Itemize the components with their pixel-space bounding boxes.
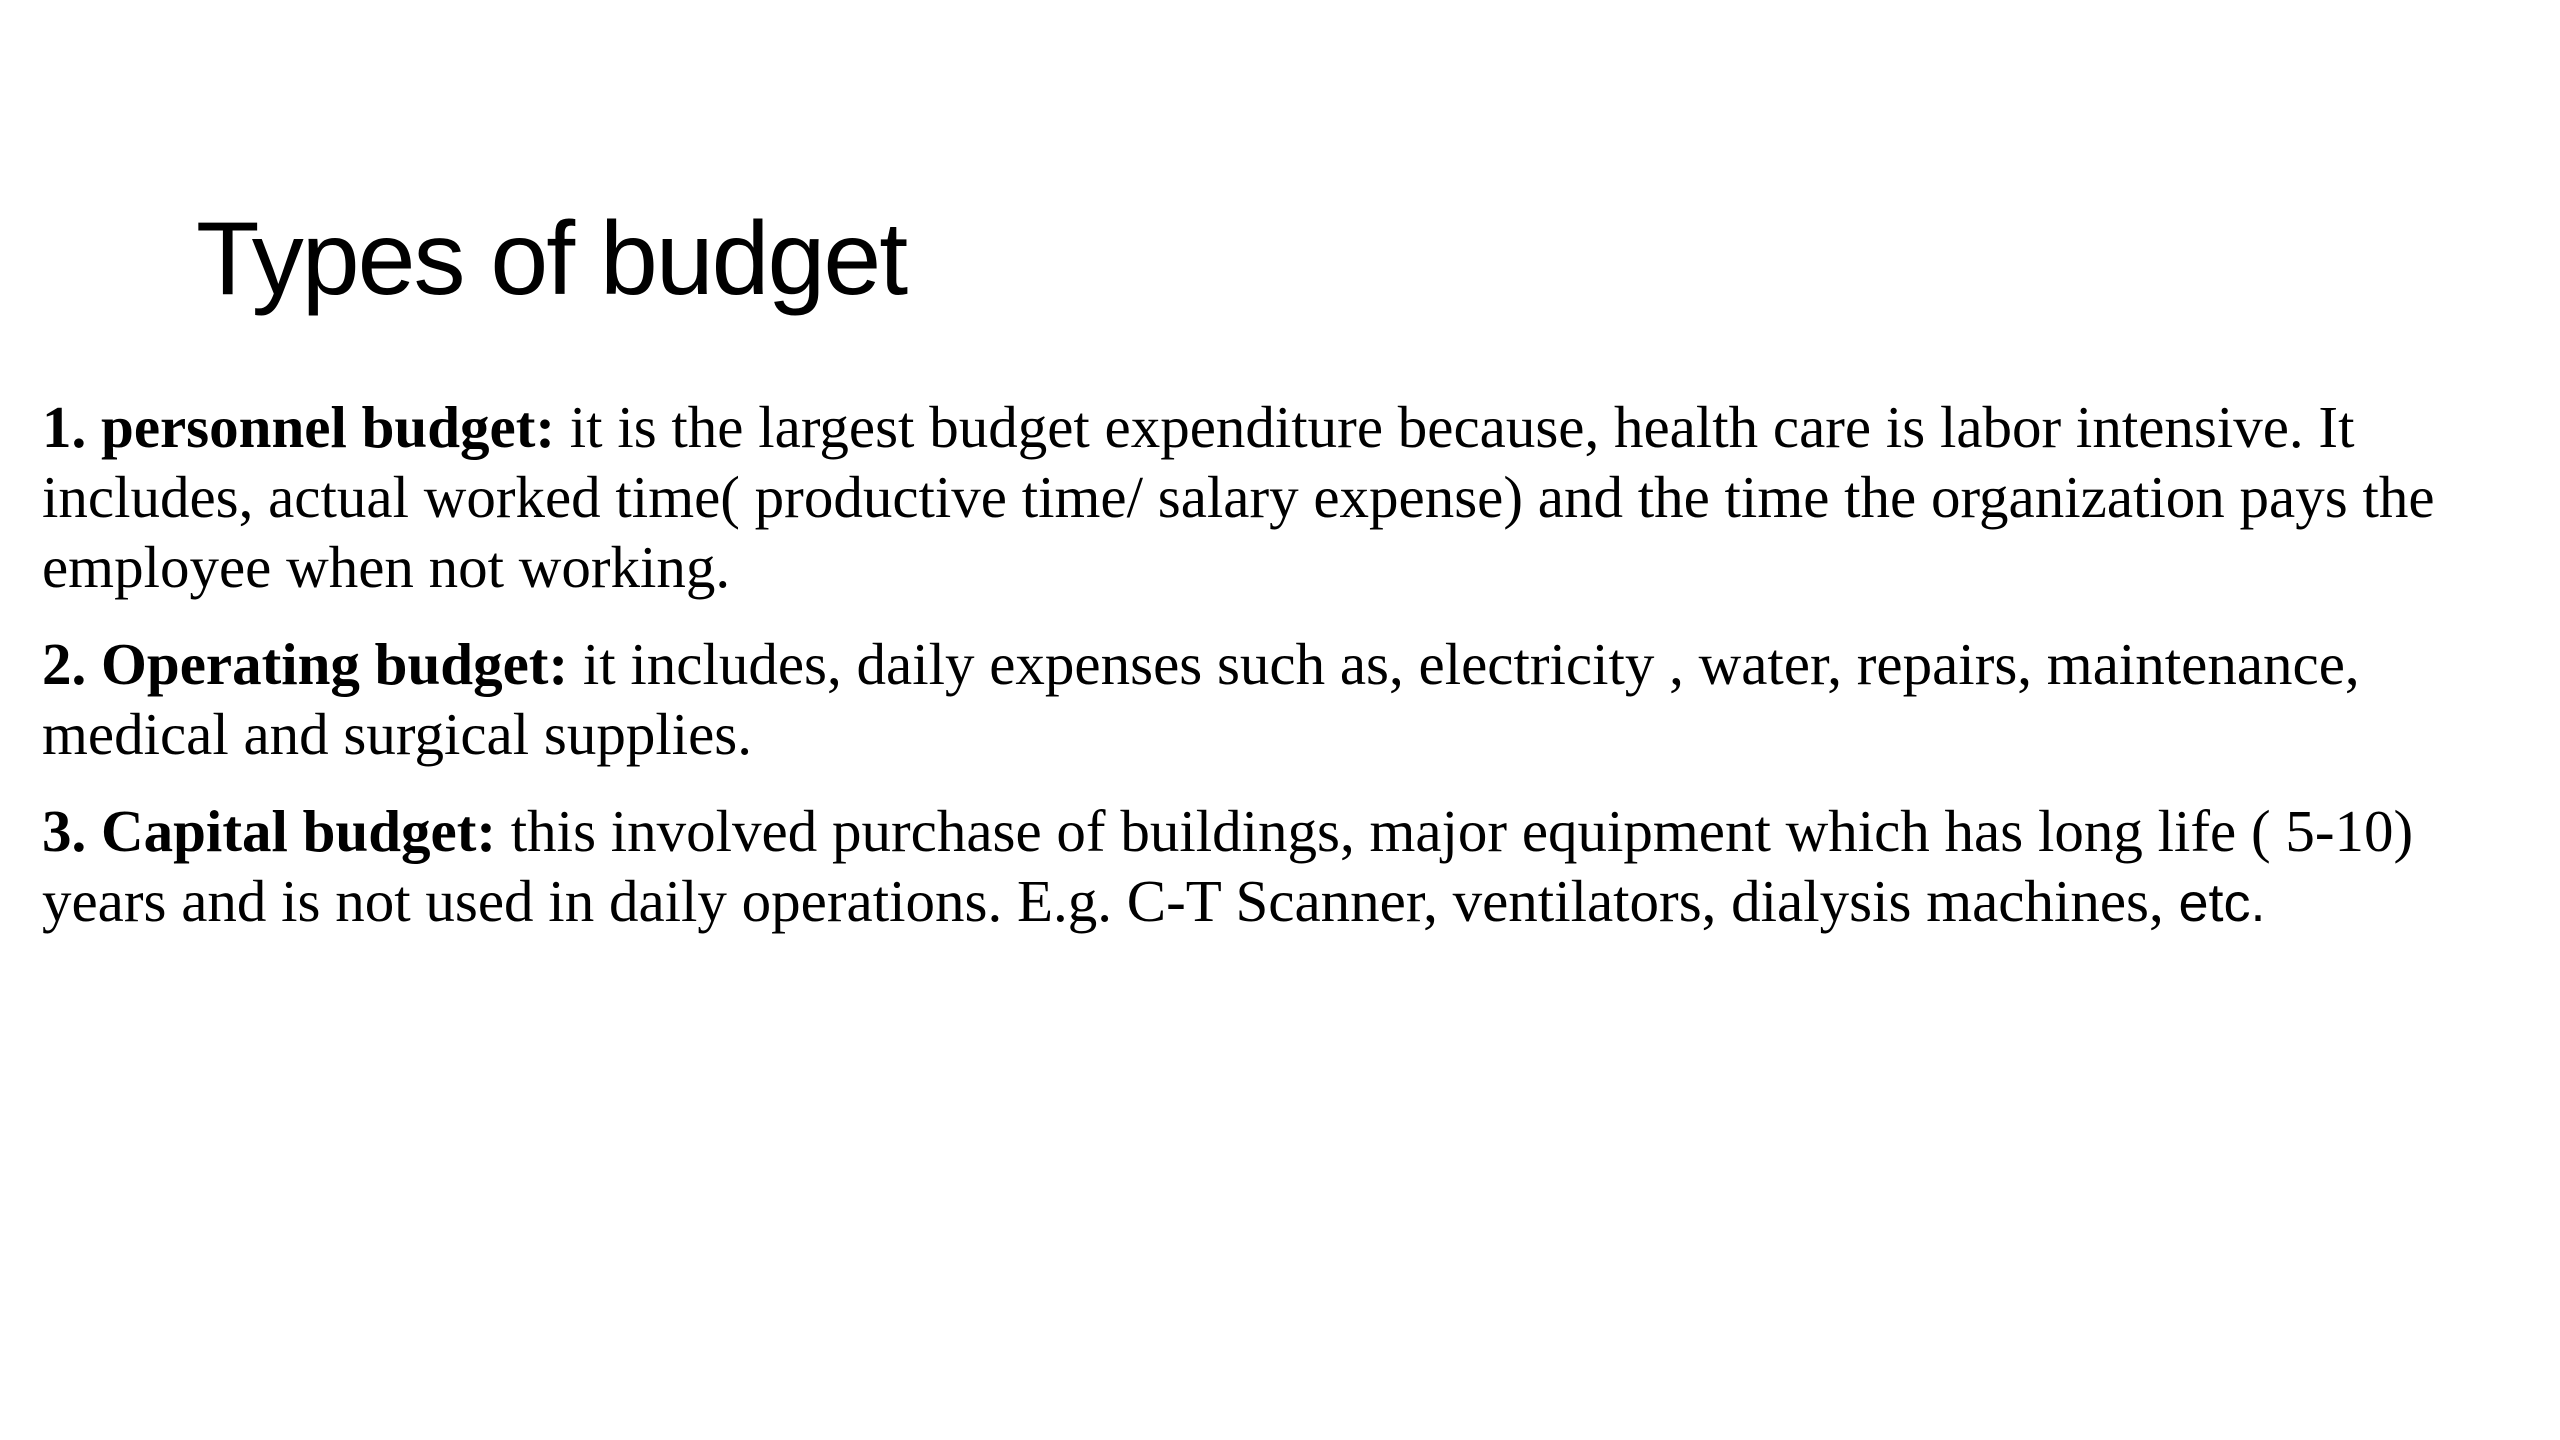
- budget-item-label: 2. Operating budget:: [42, 631, 569, 697]
- budget-item-personnel: [42, 392, 2532, 602]
- budget-item-capital: [42, 796, 2532, 938]
- budget-item-text: it includes, daily expenses such as, electricity , water, repairs, maintenance, medical and surgical supplies.: [42, 631, 2360, 767]
- budget-item-tail: etc.: [2178, 873, 2266, 933]
- budget-item-label: 3. Capital budget:: [42, 798, 497, 864]
- budget-item-operating: [42, 629, 2532, 769]
- slide-body: [42, 392, 2532, 965]
- budget-item-text: this involved purchase of buildings, major equipment which has long life ( 5-10) years and is not used in daily operations. E.g. C-T Scanner, ventilators, dialysis machines,: [42, 798, 2414, 934]
- slide-title: Types of budget: [196, 201, 907, 317]
- budget-item-text: it is the largest budget expenditure because, health care is labor intensive. It includes, actual worked time( productive time/ salary expense) and the time the organization pays the employee when not working.: [42, 394, 2435, 600]
- budget-item-label: 1. personnel budget:: [42, 394, 556, 460]
